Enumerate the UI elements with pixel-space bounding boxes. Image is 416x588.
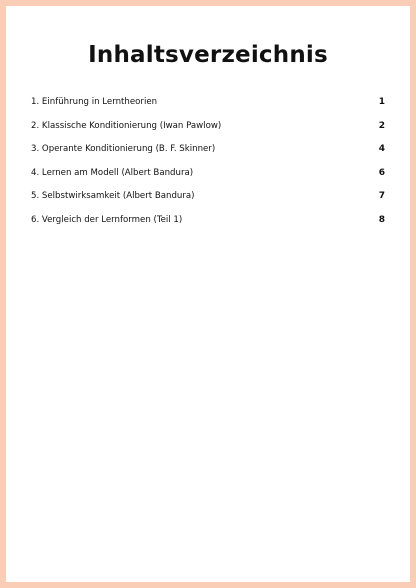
toc-entry-label: 6. Vergleich der Lernformen (Teil 1) xyxy=(31,214,183,225)
toc-page-number: 2 xyxy=(378,120,385,131)
toc-entry-label: 5. Selbstwirksamkeit (Albert Bandura) xyxy=(31,191,195,202)
toc-row xyxy=(31,120,385,144)
toc-entry-label: 4. Lernen am Modell (Albert Bandura) xyxy=(31,167,194,178)
toc-row xyxy=(31,214,385,238)
toc-entry-label: 3. Operante Konditionierung (B. F. Skinner) xyxy=(31,144,216,155)
table-of-contents xyxy=(31,96,385,238)
toc-entry-label: 1. Einführung in Lerntheorien xyxy=(31,97,158,107)
toc-row xyxy=(31,167,385,191)
toc-row xyxy=(31,143,385,167)
toc-entry-label: 2. Klassische Konditionierung (Iwan Pawlow) xyxy=(31,120,222,131)
toc-row xyxy=(31,96,385,120)
toc-page-number: 6 xyxy=(378,167,385,178)
toc-page-number: 8 xyxy=(378,214,385,225)
page-title: Inhaltsverzeichnis xyxy=(88,42,328,68)
toc-row xyxy=(31,190,385,214)
toc-page-number: 7 xyxy=(378,191,385,202)
toc-page-number: 1 xyxy=(378,97,385,107)
toc-page-number: 4 xyxy=(378,144,385,155)
